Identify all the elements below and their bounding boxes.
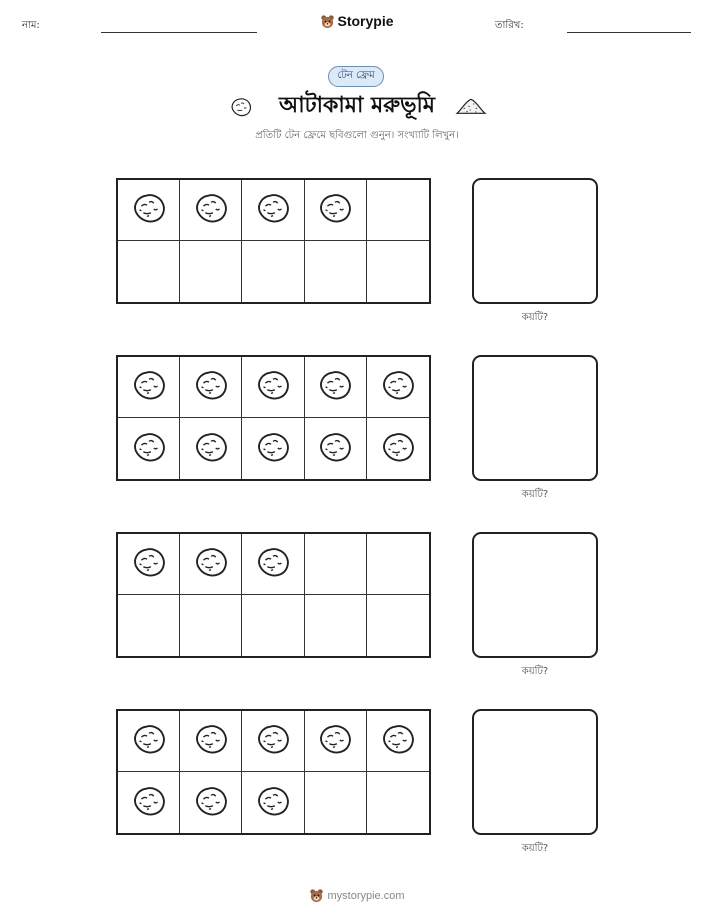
frame-cell (118, 180, 180, 241)
frame-cell (118, 711, 180, 772)
answer-question-3: কয়টি? (521, 666, 549, 677)
footer (0, 888, 714, 906)
rock-icon (379, 430, 417, 468)
frame-cell (305, 357, 367, 418)
answer-question-4: কয়টি? (521, 843, 549, 854)
answer-box-3[interactable] (472, 532, 598, 658)
rock-icon (254, 784, 292, 822)
rock-icon (229, 96, 253, 122)
answer-question-1: কয়টি? (521, 312, 549, 323)
rock-icon (130, 191, 168, 229)
page-title: আটাকামা মরুভূমি (278, 93, 436, 118)
frame-cell (242, 180, 304, 241)
rock-icon (130, 784, 168, 822)
frame-cell (367, 711, 429, 772)
frame-cell (180, 595, 242, 656)
frame-cell (242, 534, 304, 595)
sand-pile-icon (455, 96, 487, 120)
name-label: নাম: (22, 20, 40, 31)
ten-frame-2 (116, 355, 431, 481)
frame-cell (180, 241, 242, 302)
frame-cell (242, 241, 304, 302)
frame-cell (367, 534, 429, 595)
frame-cell (305, 180, 367, 241)
frame-cell (367, 772, 429, 833)
rock-icon (192, 368, 230, 406)
frame-cell (180, 357, 242, 418)
worksheet-tag: টেন ফ্রেম (328, 66, 384, 87)
answer-box-1[interactable] (472, 178, 598, 304)
rock-icon (254, 191, 292, 229)
frame-cell (367, 180, 429, 241)
rock-icon (316, 722, 354, 760)
frame-cell (118, 772, 180, 833)
answer-question-2: কয়টি? (521, 489, 549, 500)
rock-icon (192, 784, 230, 822)
date-line[interactable] (567, 32, 691, 33)
rock-icon (316, 191, 354, 229)
answer-box-2[interactable] (472, 355, 598, 481)
ten-frame-3 (116, 532, 431, 658)
frame-cell (180, 772, 242, 833)
frame-cell (242, 418, 304, 479)
rock-icon (130, 722, 168, 760)
rock-icon (130, 545, 168, 583)
frame-cell (242, 357, 304, 418)
rock-icon (130, 368, 168, 406)
answer-box-4[interactable] (472, 709, 598, 835)
frame-cell (367, 418, 429, 479)
frame-cell (242, 595, 304, 656)
rock-icon (254, 430, 292, 468)
frame-cell (118, 595, 180, 656)
name-line[interactable] (101, 32, 257, 33)
rock-icon (192, 722, 230, 760)
frame-cell (305, 241, 367, 302)
rock-icon (254, 368, 292, 406)
date-label: তারিখ: (495, 20, 524, 31)
frame-cell (118, 357, 180, 418)
frame-cell (305, 418, 367, 479)
frame-cell (118, 534, 180, 595)
frame-cell (305, 595, 367, 656)
frame-cell (242, 711, 304, 772)
rock-icon (379, 368, 417, 406)
instructions: প্রতিটি টেন ফ্রেমে ছবিগুলো গুনুন। সংখ্যাটি লিখুন। (255, 130, 459, 141)
rock-icon (316, 368, 354, 406)
frame-cell (305, 772, 367, 833)
frame-cell (242, 772, 304, 833)
frame-cell (180, 180, 242, 241)
rock-icon (316, 430, 354, 468)
frame-cell (367, 595, 429, 656)
frame-cell (367, 357, 429, 418)
frame-cell (305, 711, 367, 772)
frame-cell (118, 418, 180, 479)
frame-cell (180, 534, 242, 595)
frame-cell (118, 241, 180, 302)
rock-icon (192, 545, 230, 583)
bear-logo-icon (320, 14, 335, 32)
frame-cell (180, 418, 242, 479)
frame-cell (305, 534, 367, 595)
rock-icon (254, 545, 292, 583)
brand-name: Storypie (337, 13, 394, 29)
rock-icon (130, 430, 168, 468)
brand-header (0, 13, 714, 32)
ten-frame-1 (116, 178, 431, 304)
bear-logo-icon (309, 888, 324, 906)
rock-icon (192, 430, 230, 468)
footer-url: mystorypie.com (327, 890, 405, 902)
rock-icon (379, 722, 417, 760)
rock-icon (254, 722, 292, 760)
frame-cell (367, 241, 429, 302)
frame-cell (180, 711, 242, 772)
ten-frame-4 (116, 709, 431, 835)
rock-icon (192, 191, 230, 229)
